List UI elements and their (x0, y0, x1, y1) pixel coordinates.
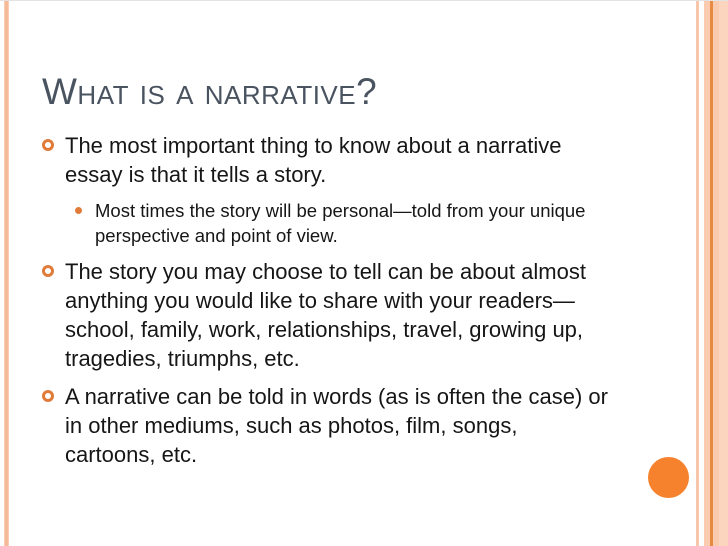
left-accent-stripe (4, 1, 9, 546)
accent-circle (648, 457, 689, 498)
bullet-ring-icon (42, 265, 54, 277)
sub-bullet-text: Most times the story will be personal—told from your unique perspective and point of view. (95, 200, 586, 246)
right-accent-stripe-thin (696, 1, 699, 546)
bullet-ring-icon (42, 139, 54, 151)
bullet-text: A narrative can be told in words (as is often the case) or in other mediums, such as photos, film, songs, cartoons, etc. (65, 384, 608, 467)
slide-body (42, 131, 610, 478)
slide-title: What is a narrative? (42, 71, 378, 112)
right-accent-band (704, 1, 728, 546)
sub-bullet-item (42, 198, 610, 248)
bullet-item (42, 257, 610, 373)
bullet-item (42, 131, 610, 189)
bullet-text: The story you may choose to tell can be about almost anything you would like to share with your readers—school, family, work, relationships, travel, growing up, tragedies, triumphs, etc. (65, 259, 586, 371)
bullet-text: The most important thing to know about a narrative essay is that it tells a story. (65, 133, 562, 187)
sub-bullet-dot-icon (75, 207, 82, 214)
bullet-ring-icon (42, 390, 54, 402)
bullet-item (42, 382, 610, 469)
